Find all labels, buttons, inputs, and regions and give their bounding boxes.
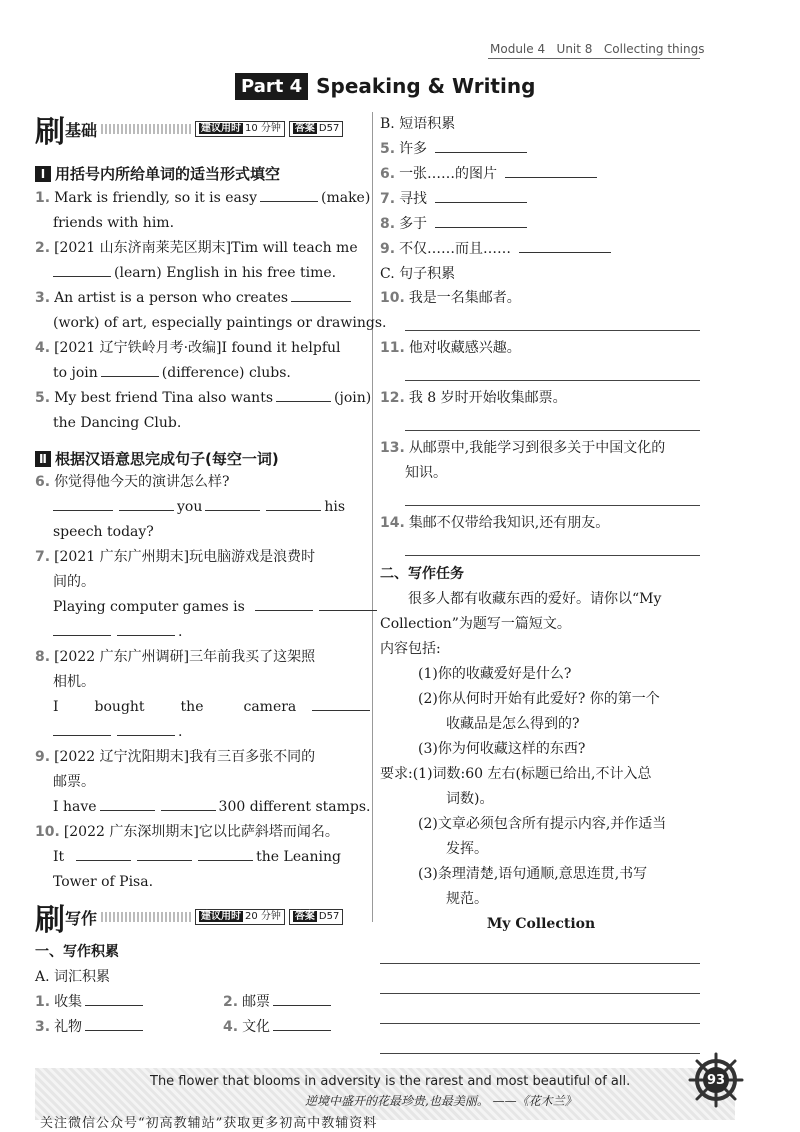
q5-num: 5.	[35, 390, 51, 406]
writing-time: 20 分钟	[245, 911, 281, 922]
q5-cont: the Dancing Club.	[53, 415, 182, 431]
q9-line1	[35, 745, 360, 770]
footer-quote: The flower that blooms in adversity is the rarest and most beautiful of all.	[150, 1074, 631, 1089]
task-intro1: 很多人都有收藏东西的爱好。请你以“My	[408, 591, 662, 607]
phrase-9-num: 9.	[380, 241, 396, 257]
q2-text: [2021 山东济南莱芜区期末]Tim will teach me	[54, 240, 358, 256]
q8-blank2[interactable]	[53, 721, 111, 736]
footer-cn: 逆境中盛开的花最珍贵,也最美丽。 ——《花木兰》	[305, 1094, 577, 1108]
q1-line2	[35, 211, 360, 236]
column-divider	[372, 112, 373, 922]
q7-blank2[interactable]	[319, 596, 377, 611]
basic-answer-ref: D57	[318, 123, 340, 134]
q8-line3	[35, 695, 360, 720]
phrase-5-blank[interactable]	[435, 138, 527, 153]
q1-cont: friends with him.	[53, 215, 175, 231]
q10-text: [2022 广东深圳期末]它以比萨斜塔而闻名。	[63, 824, 339, 840]
q8-w2: bought	[94, 699, 145, 715]
basic-title: 基础	[65, 120, 98, 140]
header-module: Module 4	[490, 42, 546, 56]
sentence-10-text: 我是一名集邮者。	[408, 290, 521, 306]
task-r2b: 发挥。	[446, 841, 488, 857]
basic-time-label: 建议用时	[201, 123, 242, 134]
sentence-14-answer-line[interactable]	[405, 555, 700, 556]
vocab-4-blank[interactable]	[273, 1016, 331, 1031]
basic-dots	[101, 124, 191, 134]
sentence-11-text: 他对收藏感兴趣。	[408, 340, 521, 356]
sentence-13	[380, 436, 665, 461]
q6-line2	[35, 495, 360, 520]
vocab-4-num: 4.	[223, 1019, 239, 1035]
sentence-13-text: 从邮票中,我能学习到很多关于中国文化的	[408, 440, 666, 456]
phrase-6-blank[interactable]	[505, 163, 597, 178]
footer-promo: 关注微信公众号“初高教辅站”获取更多初高中教辅资料	[40, 1116, 378, 1131]
q3-cont: (work) of art, especially paintings or drawings.	[53, 315, 387, 331]
task-c1: (1)你的收藏爱好是什么?	[418, 666, 572, 682]
q4-text: [2021 辽宁铁岭月考·改编]I found it helpful	[54, 340, 341, 356]
task-title: 二、写作任务	[380, 566, 464, 582]
vocab-2-text: 邮票	[242, 994, 271, 1010]
sentence-13-cont: 知识。	[405, 465, 447, 481]
task-c2b: 收藏品是怎么得到的?	[446, 716, 580, 732]
phrase-9-blank[interactable]	[519, 238, 611, 253]
task-r1a: (1)词数:60 左右(标题已给出,不计入总	[412, 766, 652, 782]
part-title	[235, 70, 535, 102]
basic-brush: 刷	[35, 115, 63, 150]
writing-answer-ref: D57	[318, 911, 340, 922]
sentence-10	[380, 286, 521, 311]
vocab-row1	[35, 990, 360, 1015]
basic-answer-label: 答案	[294, 123, 315, 134]
sentence-11	[380, 336, 521, 361]
q9-cont: 300 different stamps.	[218, 799, 371, 815]
q6-cont: speech today?	[53, 524, 154, 540]
q7-text3: Playing computer games is	[53, 599, 245, 615]
phrase-6-text: 一张……的图片	[399, 166, 498, 182]
task-c3: (3)你为何收藏这样的东西?	[418, 741, 586, 757]
q7-line3	[35, 595, 360, 620]
basic-header	[35, 112, 360, 150]
basic-time-tag	[195, 121, 285, 137]
phrase-5-num: 5.	[380, 141, 396, 157]
q9-text: [2022 辽宁沈阳期末]我有三百多张不同的	[54, 749, 316, 765]
writing-time-tag	[195, 909, 285, 925]
phrase-8	[380, 212, 702, 237]
q6-text: 你觉得他今天的演讲怎么样?	[54, 474, 230, 490]
q1-blank[interactable]	[260, 187, 318, 202]
writing-answer-label: 答案	[294, 911, 315, 922]
q7-text: [2021 广东广州期末]玩电脑游戏是浪费时	[54, 549, 316, 565]
q6-blank2[interactable]	[119, 496, 174, 511]
section1-heading	[35, 163, 280, 184]
q8-blank3[interactable]	[117, 721, 175, 736]
q10-blank2[interactable]	[137, 846, 192, 861]
q1-text: Mark is friendly, so it is easy	[54, 190, 257, 206]
section1-title: 用括号内所给单词的适当形式填空	[55, 165, 281, 183]
sent-sub: C. 句子积累	[380, 266, 456, 282]
q5-line2	[35, 411, 360, 436]
writing-time-label: 建议用时	[201, 911, 242, 922]
q3-line1	[35, 286, 360, 311]
vocab-row2	[35, 1015, 360, 1040]
q8-blank1[interactable]	[312, 696, 370, 711]
q6-blank1[interactable]	[53, 496, 113, 511]
vocab-2	[223, 990, 334, 1015]
q10-pre: It	[53, 849, 65, 865]
q3-num: 3.	[35, 290, 51, 306]
section1-badge: Ⅰ	[35, 166, 51, 182]
q7-line4: .	[35, 620, 360, 645]
w1-sub: A. 词汇积累	[35, 969, 111, 985]
essay-line-3[interactable]	[380, 1023, 700, 1024]
q6-his: his	[324, 499, 346, 515]
task-r2a: (2)文章必须包含所有提示内容,并作适当	[418, 816, 667, 832]
q9-blank1[interactable]	[100, 796, 155, 811]
essay-line-2[interactable]	[380, 993, 700, 994]
q8-line4: .	[35, 720, 360, 745]
section2-title: 根据汉语意思完成句子(每空一词)	[55, 450, 279, 468]
q3-blank[interactable]	[291, 287, 351, 302]
q8-text2: 相机。	[53, 674, 95, 690]
q3-line2	[35, 311, 387, 336]
q8-line1	[35, 645, 360, 670]
sentence-14-num: 14.	[380, 515, 405, 531]
q9-blank2[interactable]	[161, 796, 216, 811]
header-topic: Collecting things	[603, 42, 705, 56]
q8-num: 8.	[35, 649, 51, 665]
writing-header	[35, 900, 360, 938]
q10-cont2: Tower of Pisa.	[53, 874, 154, 890]
task-content-label: 内容包括:	[380, 641, 441, 657]
q2-blank[interactable]	[53, 262, 111, 277]
writing-dots	[101, 912, 191, 922]
writing-brush: 刷	[35, 903, 63, 938]
sentence-12-answer-line[interactable]	[405, 430, 700, 431]
writing-title: 写作	[65, 908, 98, 928]
q6-line3	[35, 520, 360, 545]
q10-num: 10.	[35, 824, 60, 840]
task-req-label: 要求:	[380, 766, 413, 782]
sentence-10-answer-line[interactable]	[405, 330, 700, 331]
q4-line1	[35, 336, 360, 361]
q7-line1	[35, 545, 360, 570]
phrase-7	[380, 187, 702, 212]
writing-answer-tag	[289, 909, 343, 925]
q10-line3	[35, 870, 360, 895]
q2-line1	[35, 236, 360, 261]
sentence-13-answer-line[interactable]	[405, 505, 700, 506]
phrase-7-num: 7.	[380, 191, 396, 207]
task-r3a: (3)条理清楚,语句通顺,意思连贯,书写	[418, 866, 648, 882]
q4-num: 4.	[35, 340, 51, 356]
w1-title: 一、写作积累	[35, 944, 119, 960]
basic-answer-tag	[289, 121, 343, 137]
q9-num: 9.	[35, 749, 51, 765]
basic-time: 10 分钟	[245, 123, 281, 134]
phr-sub: B. 短语积累	[380, 116, 456, 132]
section2-questions	[35, 470, 371, 895]
section2-badge: Ⅱ	[35, 451, 51, 467]
vocab-1-num: 1.	[35, 994, 51, 1010]
q9-line2	[35, 770, 360, 795]
q10-line1	[35, 820, 360, 845]
q8-w3: the	[180, 699, 204, 715]
phrase-8-text: 多于	[399, 216, 428, 232]
sentence-10-num: 10.	[380, 290, 405, 306]
q6-blank4[interactable]	[266, 496, 321, 511]
task-req	[380, 762, 702, 787]
vocab-4-text: 文化	[242, 1019, 271, 1035]
q5-line1	[35, 386, 372, 411]
q6-blank3[interactable]	[205, 496, 260, 511]
sentence-14	[380, 511, 609, 536]
q1-line1	[35, 186, 371, 211]
phrase-6-num: 6.	[380, 166, 396, 182]
writing-task	[380, 562, 702, 937]
q7-blank3[interactable]	[53, 621, 111, 636]
vocab-2-num: 2.	[223, 994, 239, 1010]
sentence-11-num: 11.	[380, 340, 405, 356]
q5-blank[interactable]	[276, 387, 331, 402]
q9-line3	[35, 795, 371, 820]
q2-line2	[35, 261, 360, 286]
task-r1b: 词数)。	[446, 791, 494, 807]
q5-text: My best friend Tina also wants	[54, 390, 274, 406]
q7-text2: 间的。	[53, 574, 95, 590]
q8-w1: I	[53, 699, 59, 715]
vocab-3-blank[interactable]	[85, 1016, 143, 1031]
vocab-3-num: 3.	[35, 1019, 51, 1035]
phrase-9-text: 不仅……而且……	[399, 241, 512, 257]
q2-num: 2.	[35, 240, 51, 256]
vocab-4	[223, 1015, 334, 1040]
q1-hint: (make)	[320, 190, 371, 206]
phrase-5	[380, 137, 702, 162]
sentence-13-num: 13.	[380, 440, 405, 456]
q4-line2	[35, 361, 360, 386]
q3-text: An artist is a person who creates	[54, 290, 289, 306]
sentence-12	[380, 386, 567, 411]
q2-cont: (learn) English in his free time.	[114, 265, 337, 281]
q5-hint: (join)	[334, 390, 372, 406]
q4-blank[interactable]	[101, 362, 159, 377]
q10-cont: the Leaning	[256, 849, 341, 865]
vocab-2-blank[interactable]	[273, 991, 331, 1006]
phrase-7-text: 寻找	[399, 191, 428, 207]
phrase-5-text: 许多	[399, 141, 428, 157]
task-c2a: (2)你从何时开始有此爱好? 你的第一个	[418, 691, 660, 707]
q10-line2	[35, 845, 360, 870]
q7-blank1[interactable]	[255, 596, 313, 611]
phrase-7-blank[interactable]	[435, 188, 527, 203]
writing-accumulation	[35, 940, 360, 1040]
q1-num: 1.	[35, 190, 51, 206]
essay-line-4[interactable]	[380, 1053, 700, 1054]
phrases-block	[380, 112, 702, 287]
sentence-12-num: 12.	[380, 390, 405, 406]
q9-pre: I have	[53, 799, 97, 815]
sentence-14-text: 集邮不仅带给我知识,还有朋友。	[408, 515, 610, 531]
vocab-1-text: 收集	[54, 994, 83, 1010]
vocab-1-blank[interactable]	[85, 991, 143, 1006]
task-r3b: 规范。	[446, 891, 488, 907]
q4-cont: (difference) clubs.	[161, 365, 291, 381]
phrase-8-num: 8.	[380, 216, 396, 232]
task-intro2: Collection”为题写一篇短文。	[380, 616, 571, 632]
vocab-3-text: 礼物	[54, 1019, 83, 1035]
q6-num: 6.	[35, 474, 51, 490]
q10-blank1[interactable]	[76, 846, 131, 861]
part-heading: Speaking & Writing	[316, 74, 536, 98]
q8-w4: camera	[243, 699, 297, 715]
q10-blank3[interactable]	[198, 846, 253, 861]
q6-line1	[35, 470, 360, 495]
phrase-6	[380, 162, 702, 187]
phrase-9	[380, 237, 702, 262]
sentence-11-answer-line[interactable]	[405, 380, 700, 381]
q6-you: you	[177, 499, 203, 515]
q9-text2: 邮票。	[53, 774, 95, 790]
header-unit: Unit 8	[556, 42, 593, 56]
page-number: 93	[706, 1073, 726, 1088]
phrase-8-blank[interactable]	[435, 213, 527, 228]
section2-heading	[35, 448, 279, 469]
q7-blank4[interactable]	[117, 621, 175, 636]
q4-pre: to join	[53, 365, 98, 381]
part-label: Part 4	[235, 73, 308, 100]
essay-title: My Collection	[486, 916, 596, 932]
q8-text: [2022 广东广州调研]三年前我买了这架照	[54, 649, 316, 665]
q8-line2	[35, 670, 360, 695]
q7-line2	[35, 570, 360, 595]
header-rule	[488, 58, 700, 59]
essay-line-1[interactable]	[380, 963, 700, 964]
running-header	[490, 42, 704, 56]
q7-num: 7.	[35, 549, 51, 565]
sentence-12-text: 我 8 岁时开始收集邮票。	[408, 390, 567, 406]
section1-questions	[35, 186, 387, 436]
